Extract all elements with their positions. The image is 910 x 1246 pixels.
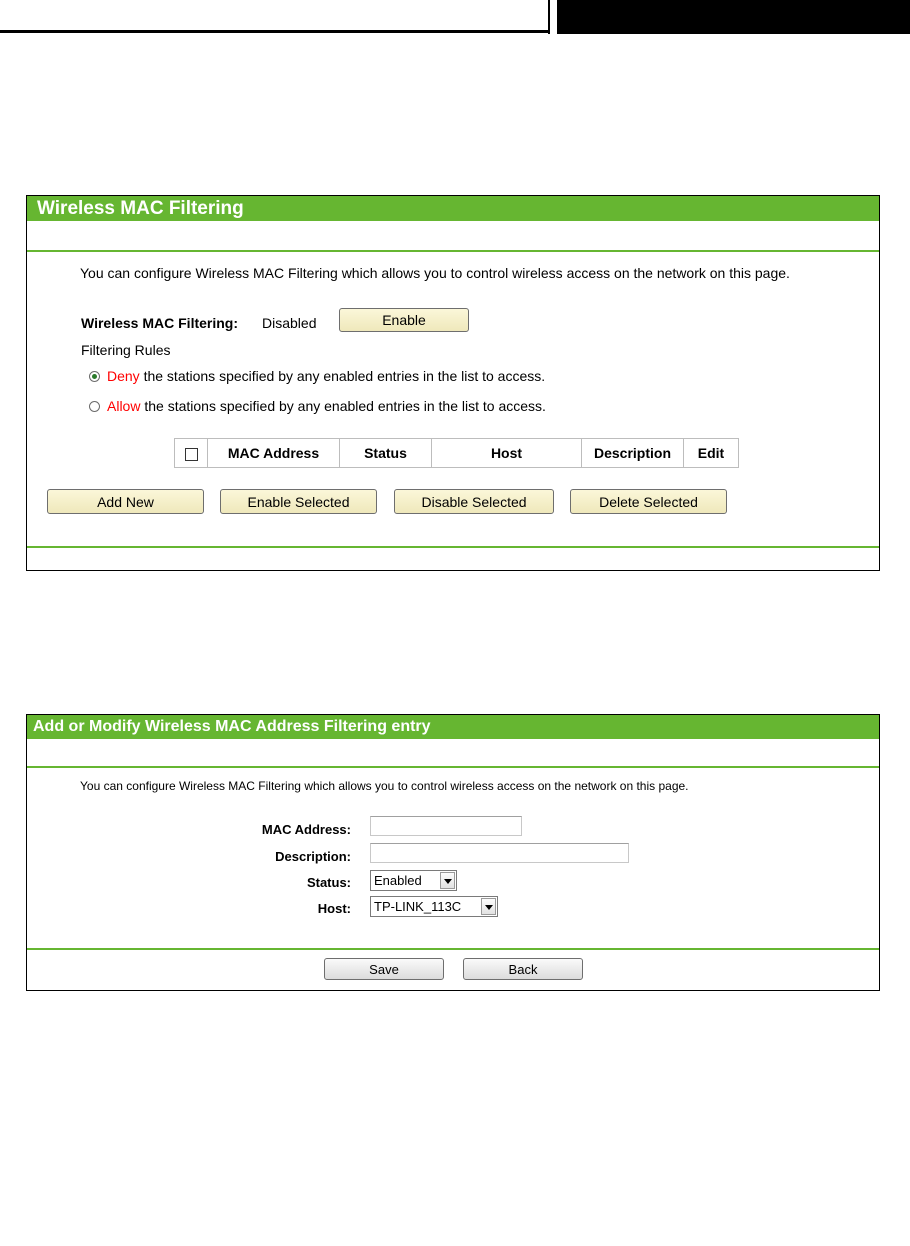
allow-rule-text (107, 398, 546, 414)
mac-address-label: MAC Address: (261, 822, 351, 837)
back-button[interactable]: Back (463, 958, 583, 980)
table-header-row (175, 439, 739, 468)
col-description: Description (582, 439, 684, 468)
enable-button[interactable]: Enable (339, 308, 469, 332)
chevron-down-icon[interactable] (481, 898, 496, 915)
filtering-rules-label: Filtering Rules (81, 342, 171, 358)
entry-page-title: Add or Modify Wireless MAC Address Filtering entry (27, 715, 879, 739)
bottom-divider (27, 546, 879, 548)
allow-rule-description: the stations specified by any enabled entries in the list to access. (140, 398, 546, 414)
description-label: Description: (275, 849, 351, 864)
intro-text: You can configure Wireless MAC Filtering which allows you to control wireless access on the network on this page. (80, 265, 790, 281)
col-mac-address: MAC Address (208, 439, 340, 468)
chevron-down-icon[interactable] (440, 872, 455, 889)
disable-selected-button[interactable]: Disable Selected (394, 489, 554, 514)
deny-rule-description: the stations specified by any enabled entries in the list to access. (139, 368, 546, 384)
host-select[interactable] (370, 896, 498, 917)
header-black-bar (557, 0, 910, 34)
description-input[interactable] (370, 843, 629, 863)
host-label: Host: (317, 901, 351, 916)
col-status: Status (340, 439, 432, 468)
entry-title-divider (27, 766, 879, 768)
mac-filter-table (174, 438, 739, 468)
host-select-value: TP-LINK_113C (374, 899, 462, 914)
save-button[interactable]: Save (324, 958, 444, 980)
deny-keyword: Deny (107, 368, 140, 384)
select-all-cell (175, 439, 208, 468)
status-select[interactable] (370, 870, 457, 891)
entry-intro-text: You can configure Wireless MAC Filtering which allows you to control wireless access on the network on this page. (80, 779, 689, 793)
add-new-button[interactable]: Add New (47, 489, 204, 514)
col-host: Host (432, 439, 582, 468)
col-edit: Edit (684, 439, 739, 468)
allow-radio[interactable] (89, 401, 100, 412)
wireless-mac-filtering-panel (26, 195, 880, 571)
entry-buttons-divider (27, 948, 879, 950)
add-modify-entry-panel (26, 714, 880, 991)
mac-address-input[interactable] (370, 816, 522, 836)
header-divider (548, 0, 550, 34)
enable-selected-button[interactable]: Enable Selected (220, 489, 377, 514)
select-all-checkbox[interactable] (185, 448, 198, 461)
status-label: Status: (306, 875, 351, 890)
allow-keyword: Allow (107, 398, 141, 414)
title-divider (27, 250, 879, 252)
status-select-value: Enabled (374, 873, 422, 888)
delete-selected-button[interactable]: Delete Selected (570, 489, 727, 514)
header-rule (0, 30, 548, 33)
filtering-status: Disabled (262, 315, 317, 331)
deny-rule-text (107, 368, 545, 384)
deny-radio[interactable] (89, 371, 100, 382)
filtering-label: Wireless MAC Filtering: (81, 315, 239, 331)
page-title: Wireless MAC Filtering (27, 196, 879, 221)
